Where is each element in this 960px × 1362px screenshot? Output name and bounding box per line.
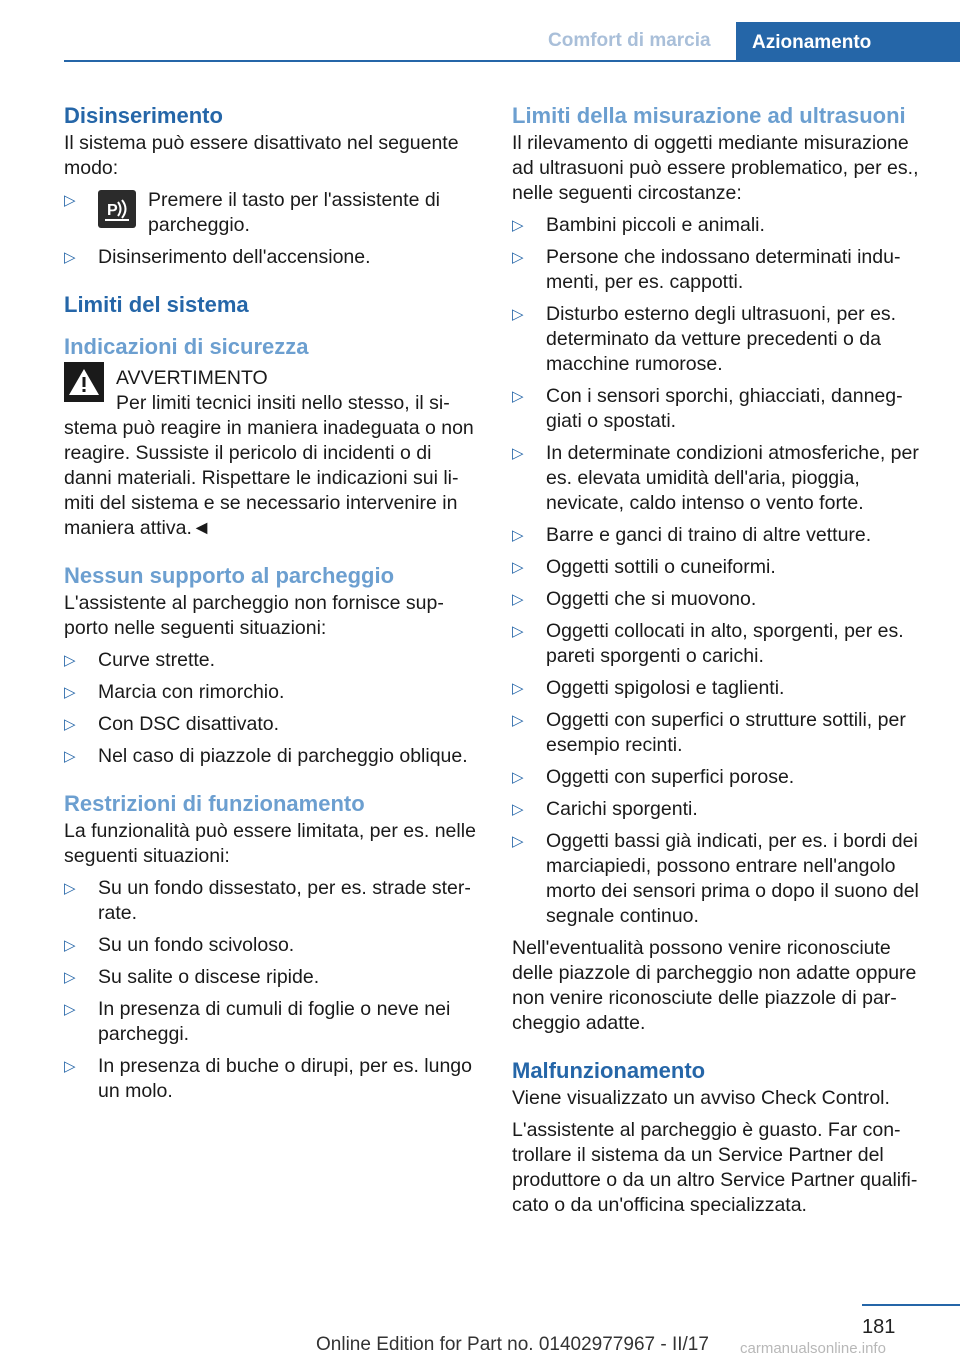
list-item	[512, 797, 928, 822]
list-item-text: Barre e ganci di traino di altre vetture.	[546, 524, 872, 546]
triangle-right-icon: ▷	[64, 192, 76, 209]
ultrasuoni-intro: Il rilevamento di oggetti mediante misurazione ad ultrasuoni può essere problematico, per es., nelle seguenti circostanze:	[512, 132, 919, 204]
heading-ultrasuoni: Limiti della misurazione ad ultrasuoni	[512, 103, 906, 128]
list-item-text: In determinate condizioni atmosferiche, per es. elevata umidità dell'aria, pioggia, nevicate, caldo intenso o vento forte.	[546, 442, 919, 514]
list-item-text: In presenza di buche o dirupi, per es. lungo un molo.	[98, 1055, 472, 1102]
header-active-tab: Azionamento	[736, 22, 960, 61]
header-rule	[64, 60, 960, 62]
list-item-text: Oggetti con superfici o strutture sottili, per esempio recinti.	[546, 709, 906, 756]
triangle-right-icon: ▷	[64, 1001, 76, 1018]
malfunzionamento-p2: L'assistente al parcheggio è guasto. Far con-trollare il sistema da un Service Partner del produttore o da un altro Service Partner qualifi-cato o da un'officina specializzata.	[512, 1119, 918, 1216]
list-item	[64, 680, 480, 705]
list-item-text: Carichi sporgenti.	[546, 798, 698, 820]
list-item-text: Su salite o discese ripide.	[98, 966, 320, 988]
list-item-text: Disinserimento dell'accensione.	[98, 246, 371, 268]
disinserimento-list	[64, 188, 480, 270]
triangle-right-icon: ▷	[64, 880, 76, 897]
triangle-right-icon: ▷	[512, 591, 524, 608]
malfunzionamento-p1: Viene visualizzato un avviso Check Control.	[512, 1087, 890, 1109]
page-header	[0, 0, 960, 62]
list-item-text: Curve strette.	[98, 649, 216, 671]
list-item-text: In presenza di cumuli di foglie o neve nei parcheggi.	[98, 998, 451, 1045]
triangle-right-icon: ▷	[64, 1058, 76, 1075]
restrizioni-list	[64, 876, 480, 1104]
list-item	[512, 708, 928, 758]
triangle-right-icon: ▷	[512, 801, 524, 818]
header-section-label: Comfort di marcia	[548, 30, 711, 51]
triangle-right-icon: ▷	[512, 712, 524, 729]
triangle-right-icon: ▷	[512, 217, 524, 234]
list-item-text: Oggetti sottili o cuneiformi.	[546, 556, 776, 578]
watermark: carmanualsonline.info	[740, 1340, 886, 1357]
heading-sicurezza: Indicazioni di sicurezza	[64, 334, 309, 359]
list-item	[512, 587, 928, 612]
list-item-text: Oggetti spigolosi e taglienti.	[546, 677, 785, 699]
list-item	[64, 1054, 480, 1104]
list-item	[64, 245, 480, 270]
list-item-text: Oggetti che si muovono.	[546, 588, 757, 610]
list-item	[512, 619, 928, 669]
list-item	[64, 744, 480, 769]
list-item	[512, 829, 928, 929]
list-item	[64, 648, 480, 673]
triangle-right-icon: ▷	[64, 684, 76, 701]
svg-text:P: P	[107, 202, 118, 219]
list-item	[64, 876, 480, 926]
ultrasuoni-outro: Nell'eventualità possono venire riconosciute delle piazzole di parcheggio non adatte oppure non venire riconosciute delle piazzole di par-cheggio adatte.	[512, 937, 917, 1034]
triangle-right-icon: ▷	[512, 527, 524, 544]
heading-limiti-sistema: Limiti del sistema	[64, 292, 249, 317]
triangle-right-icon: ▷	[64, 716, 76, 733]
triangle-right-icon: ▷	[512, 769, 524, 786]
list-item	[512, 555, 928, 580]
list-item-text: Oggetti con superfici porose.	[546, 766, 795, 788]
triangle-right-icon: ▷	[64, 652, 76, 669]
ultrasuoni-list	[512, 213, 928, 929]
triangle-right-icon: ▷	[64, 969, 76, 986]
list-item-text: Premere il tasto per l'assistente di parcheggio.	[148, 189, 441, 236]
list-item-text: Su un fondo scivoloso.	[98, 934, 295, 956]
list-item	[512, 213, 928, 238]
heading-disinserimento: Disinserimento	[64, 103, 223, 128]
triangle-right-icon: ▷	[512, 388, 524, 405]
nessun-supporto-intro: L'assistente al parcheggio non fornisce sup-porto nelle seguenti situazioni:	[64, 592, 444, 639]
warning-label: AVVERTIMENTO	[116, 367, 268, 389]
list-item	[512, 302, 928, 377]
warning-triangle-icon	[64, 362, 104, 402]
list-item-text: Oggetti bassi già indicati, per es. i bordi dei marciapiedi, possono entrare nell'angolo morto dei sensori prima o dopo il suono del segnale continuo.	[546, 830, 919, 927]
warning-box	[64, 366, 480, 416]
list-item-text: Con DSC disattivato.	[98, 713, 279, 735]
list-item	[512, 523, 928, 548]
list-item	[512, 676, 928, 701]
list-item	[64, 188, 480, 238]
warning-text: Per limiti tecnici insiti nello stesso, il si-stema può reagire in maniera inadeguata o non reagire. Sussiste il pericolo di incidenti o di danni materiali. Rispettare le indicazioni sui li-miti del sistema e se necessario intervenire in maniera attiva.◄	[64, 392, 474, 539]
list-item-text: Disturbo esterno degli ultrasuoni, per es. determinato da vetture precedenti o da macchine rumorose.	[546, 303, 897, 375]
list-item	[512, 384, 928, 434]
list-item-text: Su un fondo dissestato, per es. strade ster-rate.	[98, 877, 471, 924]
restrizioni-intro: La funzionalità può essere limitata, per es. nelle seguenti situazioni:	[64, 820, 476, 867]
list-item	[512, 245, 928, 295]
list-item-text: Marcia con rimorchio.	[98, 681, 285, 703]
triangle-right-icon: ▷	[512, 559, 524, 576]
list-item	[512, 765, 928, 790]
footer-rule	[862, 1304, 960, 1306]
triangle-right-icon: ▷	[512, 249, 524, 266]
edition-line: Online Edition for Part no. 01402977967 - II/17	[316, 1334, 709, 1355]
list-item	[64, 965, 480, 990]
heading-malfunzionamento: Malfunzionamento	[512, 1058, 706, 1083]
list-item-text: Oggetti collocati in alto, sporgenti, per es. pareti sporgenti o carichi.	[546, 620, 904, 667]
list-item	[64, 997, 480, 1047]
triangle-right-icon: ▷	[512, 623, 524, 640]
triangle-right-icon: ▷	[512, 306, 524, 323]
triangle-right-icon: ▷	[64, 748, 76, 765]
disinserimento-intro: Il sistema può essere disattivato nel seguente modo:	[64, 132, 459, 179]
list-item-text: Con i sensori sporchi, ghiacciati, danneg-giati o spostati.	[546, 385, 903, 432]
park-assist-button-icon	[98, 190, 136, 228]
right-column	[512, 101, 928, 1225]
triangle-right-icon: ▷	[64, 249, 76, 266]
triangle-right-icon: ▷	[512, 833, 524, 850]
list-item-text: Bambini piccoli e animali.	[546, 214, 765, 236]
triangle-right-icon: ▷	[512, 445, 524, 462]
list-item	[512, 441, 928, 516]
heading-restrizioni: Restrizioni di funzionamento	[64, 791, 365, 816]
list-item-text: Persone che indossano determinati indu-menti, per es. cappotti.	[546, 246, 901, 293]
heading-nessun-supporto: Nessun supporto al parcheggio	[64, 563, 395, 588]
list-item	[64, 933, 480, 958]
list-item-text: Nel caso di piazzole di parcheggio oblique.	[98, 745, 468, 767]
nessun-supporto-list	[64, 648, 480, 769]
page-number: 181	[862, 1316, 896, 1338]
triangle-right-icon: ▷	[64, 937, 76, 954]
triangle-right-icon: ▷	[512, 680, 524, 697]
list-item	[64, 712, 480, 737]
left-column	[64, 101, 480, 1124]
